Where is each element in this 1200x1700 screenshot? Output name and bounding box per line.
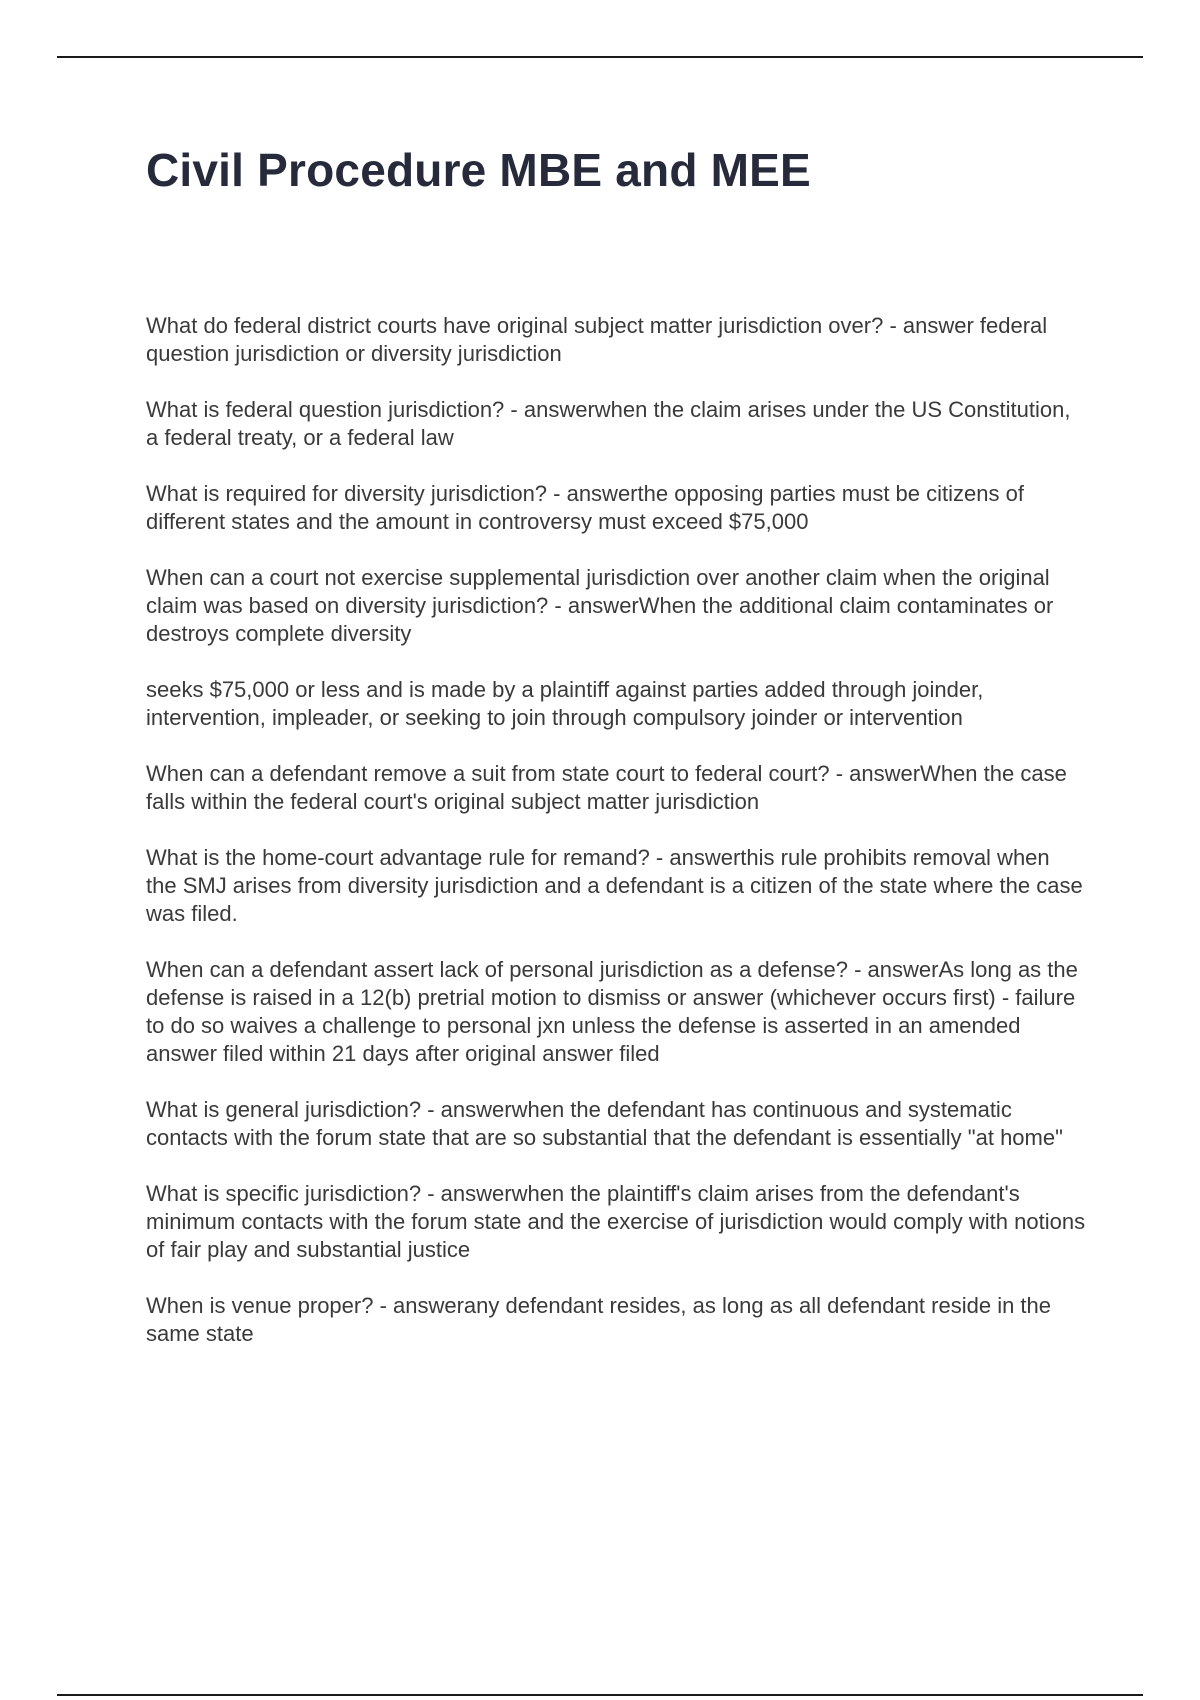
top-divider: [57, 56, 1143, 58]
qa-entry: What is specific jurisdiction? - answerwhen the plaintiff's claim arises from the defendant's minimum contacts with the forum state and the exercise of jurisdiction would comply with notions of fair play and substantial justice: [146, 1181, 1086, 1262]
qa-entry: What is the home-court advantage rule for remand? - answerthis rule prohibits removal when the SMJ arises from diversity jurisdiction and a defendant is a citizen of the state where the case was filed.: [146, 845, 1083, 926]
qa-entry: When can a defendant remove a suit from state court to federal court? - answerWhen the case falls within the federal court's original subject matter jurisdiction: [146, 761, 1067, 814]
qa-entry: When can a court not exercise supplemental jurisdiction over another claim when the original claim was based on diversity jurisdiction? - answerWhen the additional claim contaminates or destroys complete diversity: [146, 565, 1054, 646]
bottom-divider: [57, 1694, 1143, 1696]
qa-entry: What is general jurisdiction? - answerwhen the defendant has continuous and systematic contacts with the forum state that are so substantial that the defendant is essentially "at home": [146, 1097, 1063, 1150]
qa-entry: What do federal district courts have original subject matter jurisdiction over? - answer federal question jurisdiction or diversity jurisdiction: [146, 313, 1048, 366]
page-title: Civil Procedure MBE and MEE: [146, 144, 811, 196]
qa-entry: What is required for diversity jurisdiction? - answerthe opposing parties must be citizens of different states and the amount in controversy must exceed $75,000: [146, 481, 1024, 534]
qa-entry: When can a defendant assert lack of personal jurisdiction as a defense? - answerAs long as the defense is raised in a 12(b) pretrial motion to dismiss or answer (whichever occurs first) - failure to do so waives a challenge to personal jxn unless the defense is asserted in an amended answer filed within 21 days after original answer filed: [146, 957, 1078, 1066]
qa-list: [146, 312, 1086, 1376]
qa-entry: seeks $75,000 or less and is made by a plaintiff against parties added through joinder, intervention, impleader, or seeking to join through compulsory joinder or intervention: [146, 677, 984, 730]
qa-entry: When is venue proper? - answerany defendant resides, as long as all defendant reside in the same state: [146, 1293, 1052, 1346]
qa-entry: What is federal question jurisdiction? - answerwhen the claim arises under the US Constitution, a federal treaty, or a federal law: [146, 397, 1071, 450]
